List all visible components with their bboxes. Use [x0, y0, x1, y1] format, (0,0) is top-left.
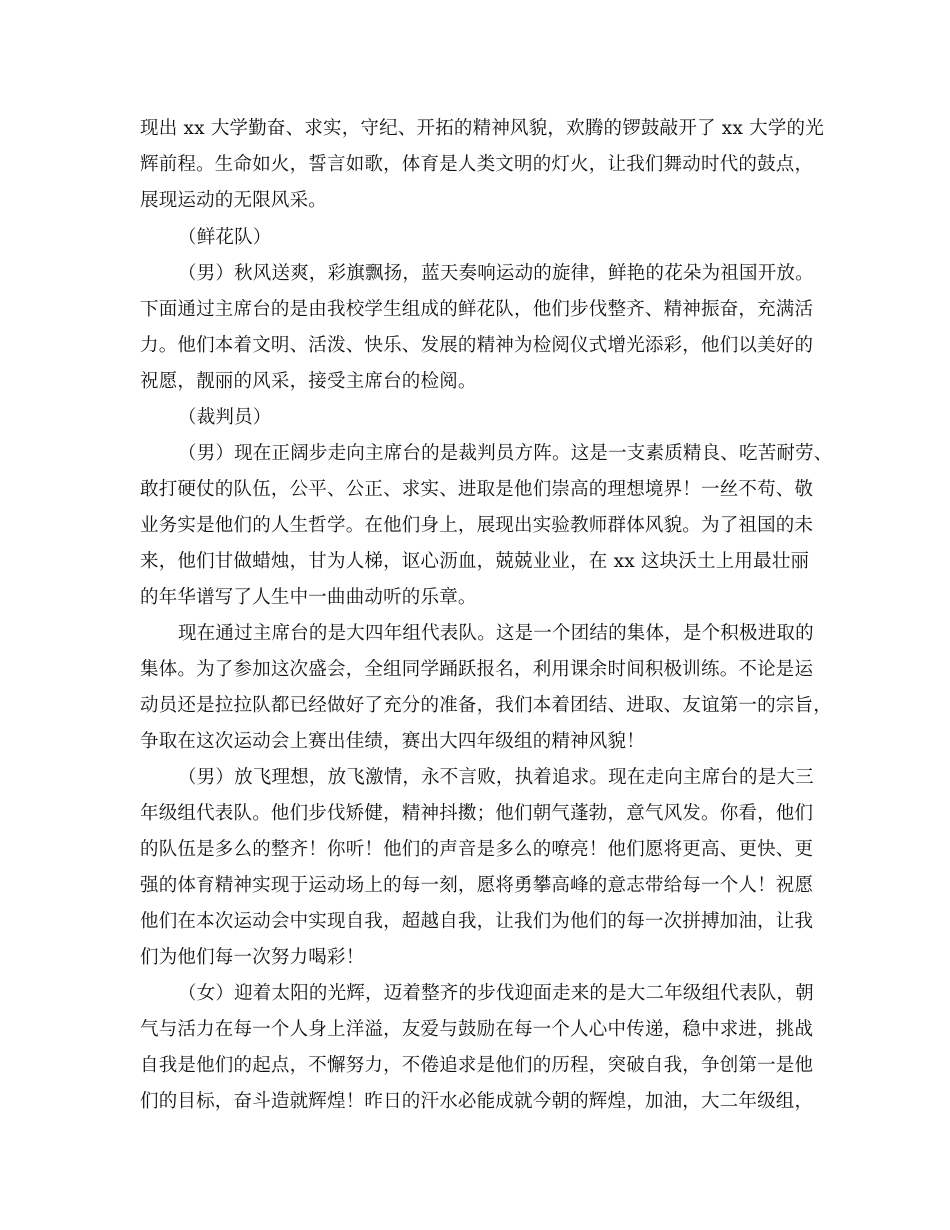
text-line: 辉前程。生命如火，誓言如歌，体育是人类文明的灯火，让我们舞动时代的鼓点， [140, 154, 814, 175]
text-line: 集体。为了参加这次盛会，全组同学踊跃报名，利用课余时间积极训练。不论是运 [140, 659, 814, 680]
text-line: 的年华谱写了人生中一曲曲动听的乐章。 [140, 587, 477, 608]
text-line: （男）现在正阔步走向主席台的是裁判员方阵。这是一支素质精良、吃苦耐劳、 [178, 443, 833, 464]
section-heading: （鲜花队） [178, 227, 272, 248]
text-line: 力。他们本着文明、活泼、快乐、发展的精神为检阅仪式增光添彩，他们以美好的 [140, 335, 814, 356]
text-line: 来，他们甘做蜡烛，甘为人梯，讴心沥血，兢兢业业，在 xx 这块沃土上用最壮丽 [140, 551, 810, 572]
text-line: 的队伍是多么的整齐！你听！他们的声音是多么的嘹亮！他们愿将更高、更快、更 [140, 839, 814, 860]
text-line: 展现运动的无限风采。 [140, 190, 328, 211]
text-line: 祝愿，靓丽的风采，接受主席台的检阅。 [140, 371, 477, 392]
text-line: 年级组代表队。他们步伐矫健，精神抖擞；他们朝气蓬勃，意气风发。你看，他们 [140, 803, 814, 824]
text-line: 敢打硬仗的队伍，公平、公正、求实、进取是他们崇高的理想境界！一丝不苟、敬 [140, 479, 814, 500]
text-line: （女）迎着太阳的光辉，迈着整齐的步伐迎面走来的是大二年级组代表队，朝 [178, 983, 814, 1004]
text-line: （男）放飞理想，放飞激情，永不言败，执着追求。现在走向主席台的是大三 [178, 767, 814, 788]
text-line: 们为他们每一次努力喝彩！ [140, 947, 365, 968]
text-line: 强的体育精神实现于运动场上的每一刻，愿将勇攀高峰的意志带给每一个人！祝愿 [140, 875, 814, 896]
text-line: 们的目标，奋斗造就辉煌！昨日的汗水必能成就今朝的辉煌，加油，大二年级组， [140, 1091, 814, 1112]
text-line: 争取在这次运动会上赛出佳绩，赛出大四年级组的精神风貌！ [140, 731, 645, 752]
text-line: 现在通过主席台的是大四年组代表队。这是一个团结的集体，是个积极进取的 [178, 623, 814, 644]
text-line: 气与活力在每一个人身上洋溢，友爱与鼓励在每一个人心中传递，稳中求进，挑战 [140, 1019, 814, 1040]
text-line: 自我是他们的起点，不懈努力，不倦追求是他们的历程，突破自我，争创第一是他 [140, 1055, 814, 1076]
text-line: （男）秋风送爽，彩旗飘扬，蓝天奏响运动的旋律，鲜艳的花朵为祖国开放。 [178, 263, 814, 284]
text-line: 动员还是拉拉队都已经做好了充分的准备，我们本着团结、进取、友谊第一的宗旨， [140, 695, 832, 716]
text-line: 业务实是他们的人生哲学。在他们身上，展现出实验教师群体风貌。为了祖国的未 [140, 515, 814, 536]
section-heading: （裁判员） [178, 407, 272, 428]
text-line: 下面通过主席台的是由我校学生组成的鲜花队，他们步伐整齐、精神振奋，充满活 [140, 299, 814, 320]
text-line: 现出 xx 大学勤奋、求实，守纪、开拓的精神风貌，欢腾的锣鼓敲开了 xx 大学的光 [140, 118, 824, 139]
text-line: 他们在本次运动会中实现自我，超越自我，让我们为他们的每一次拼搏加油，让我 [140, 911, 814, 932]
